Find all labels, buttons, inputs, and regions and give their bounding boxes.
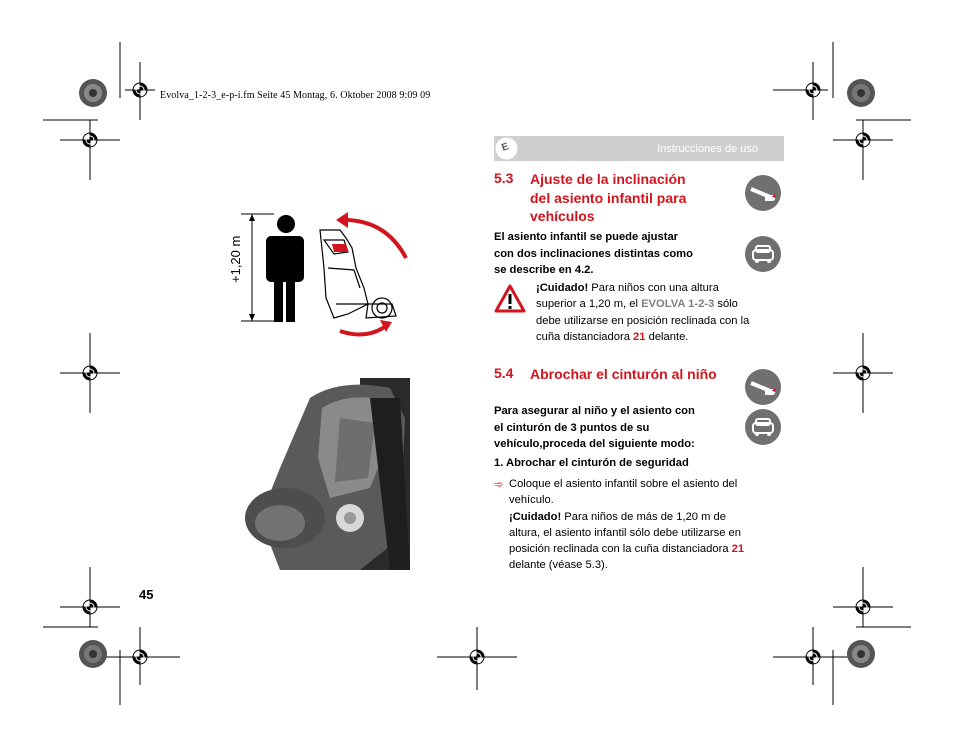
seatbelt-icon — [745, 369, 781, 405]
step-instruction — [509, 476, 789, 574]
intro-line: El asiento infantil se puede ajustar — [494, 231, 679, 243]
intro-line: se describe en 4.2. — [494, 264, 594, 276]
warning-text: superior a 1,20 m, el — [536, 298, 642, 311]
intro-line: con dos inclinaciones distintas como — [494, 247, 693, 260]
section-5-3-warning — [536, 280, 786, 345]
warning-text: Para niños de más de 1,20 m de — [561, 510, 727, 523]
warning-text: altura, el asiento infantil sólo debe utilizarse en — [509, 526, 741, 539]
section-header-bar — [494, 136, 784, 161]
car-seat-drawing — [320, 230, 396, 318]
product-name: EVOLVA 1-2-3 — [641, 298, 715, 311]
warning-triangle-icon — [494, 284, 526, 313]
warning-text: debe utilizarse en posición reclinada con la — [536, 314, 750, 327]
intro-line: vehículo,proceda del siguiente modo: — [494, 438, 695, 450]
section-5-3-intro — [494, 229, 734, 279]
intro-line: Para asegurar al niño y el asiento con — [494, 405, 695, 417]
warning-text: Para niños con una altura — [588, 282, 719, 294]
title-line: del asiento infantil para — [530, 189, 687, 206]
car-icon — [745, 409, 781, 445]
section-5-4-number: 5.4 — [494, 365, 514, 381]
part-reference: 21 — [633, 330, 646, 343]
section-5-3-number: 5.3 — [494, 170, 514, 186]
page-number: 45 — [139, 587, 154, 602]
warning-text: delante (véase 5.3). — [509, 559, 608, 572]
language-letter: E — [500, 141, 511, 154]
file-header-line: Evolva_1-2-3_e-p-i.fm Seite 45 Montag, 6. Oktober 2008 9:09 09 — [160, 90, 431, 101]
intro-line: el cinturón de 3 puntos de su — [494, 421, 650, 434]
warning-label: ¡Cuidado! — [536, 282, 589, 294]
warning-text: sólo — [714, 298, 738, 311]
part-reference: 21 — [731, 543, 745, 556]
warning-text: delante. — [645, 330, 689, 343]
section-5-3-title — [530, 170, 730, 226]
car-icon — [745, 236, 781, 272]
step-heading: 1. Abrochar el cinturón de seguridad — [494, 457, 689, 469]
seatbelt-icon — [745, 175, 781, 211]
warning-label: ¡Cuidado! — [509, 510, 562, 523]
step-text: Coloque el asiento infantil sobre el asiento del — [509, 478, 738, 490]
recline-illustration — [236, 208, 416, 343]
title-line: vehículos — [530, 208, 595, 224]
car-seat-photo — [240, 378, 410, 570]
step-text: vehículo. — [509, 494, 554, 507]
warning-text: posición reclinada con la cuña distanciadora — [509, 543, 732, 556]
height-label: +1,20 m — [228, 235, 243, 283]
step-arrow-icon: ➾ — [494, 479, 504, 491]
section-5-4-title: Abrochar el cinturón al niño — [530, 366, 717, 382]
warning-text: cuña distanciadora — [536, 330, 634, 343]
child-figure-icon — [266, 215, 304, 322]
title-line: Ajuste de la inclinación — [530, 171, 686, 187]
section-5-4-intro — [494, 403, 734, 453]
header-title: Instrucciones de uso — [657, 143, 758, 155]
